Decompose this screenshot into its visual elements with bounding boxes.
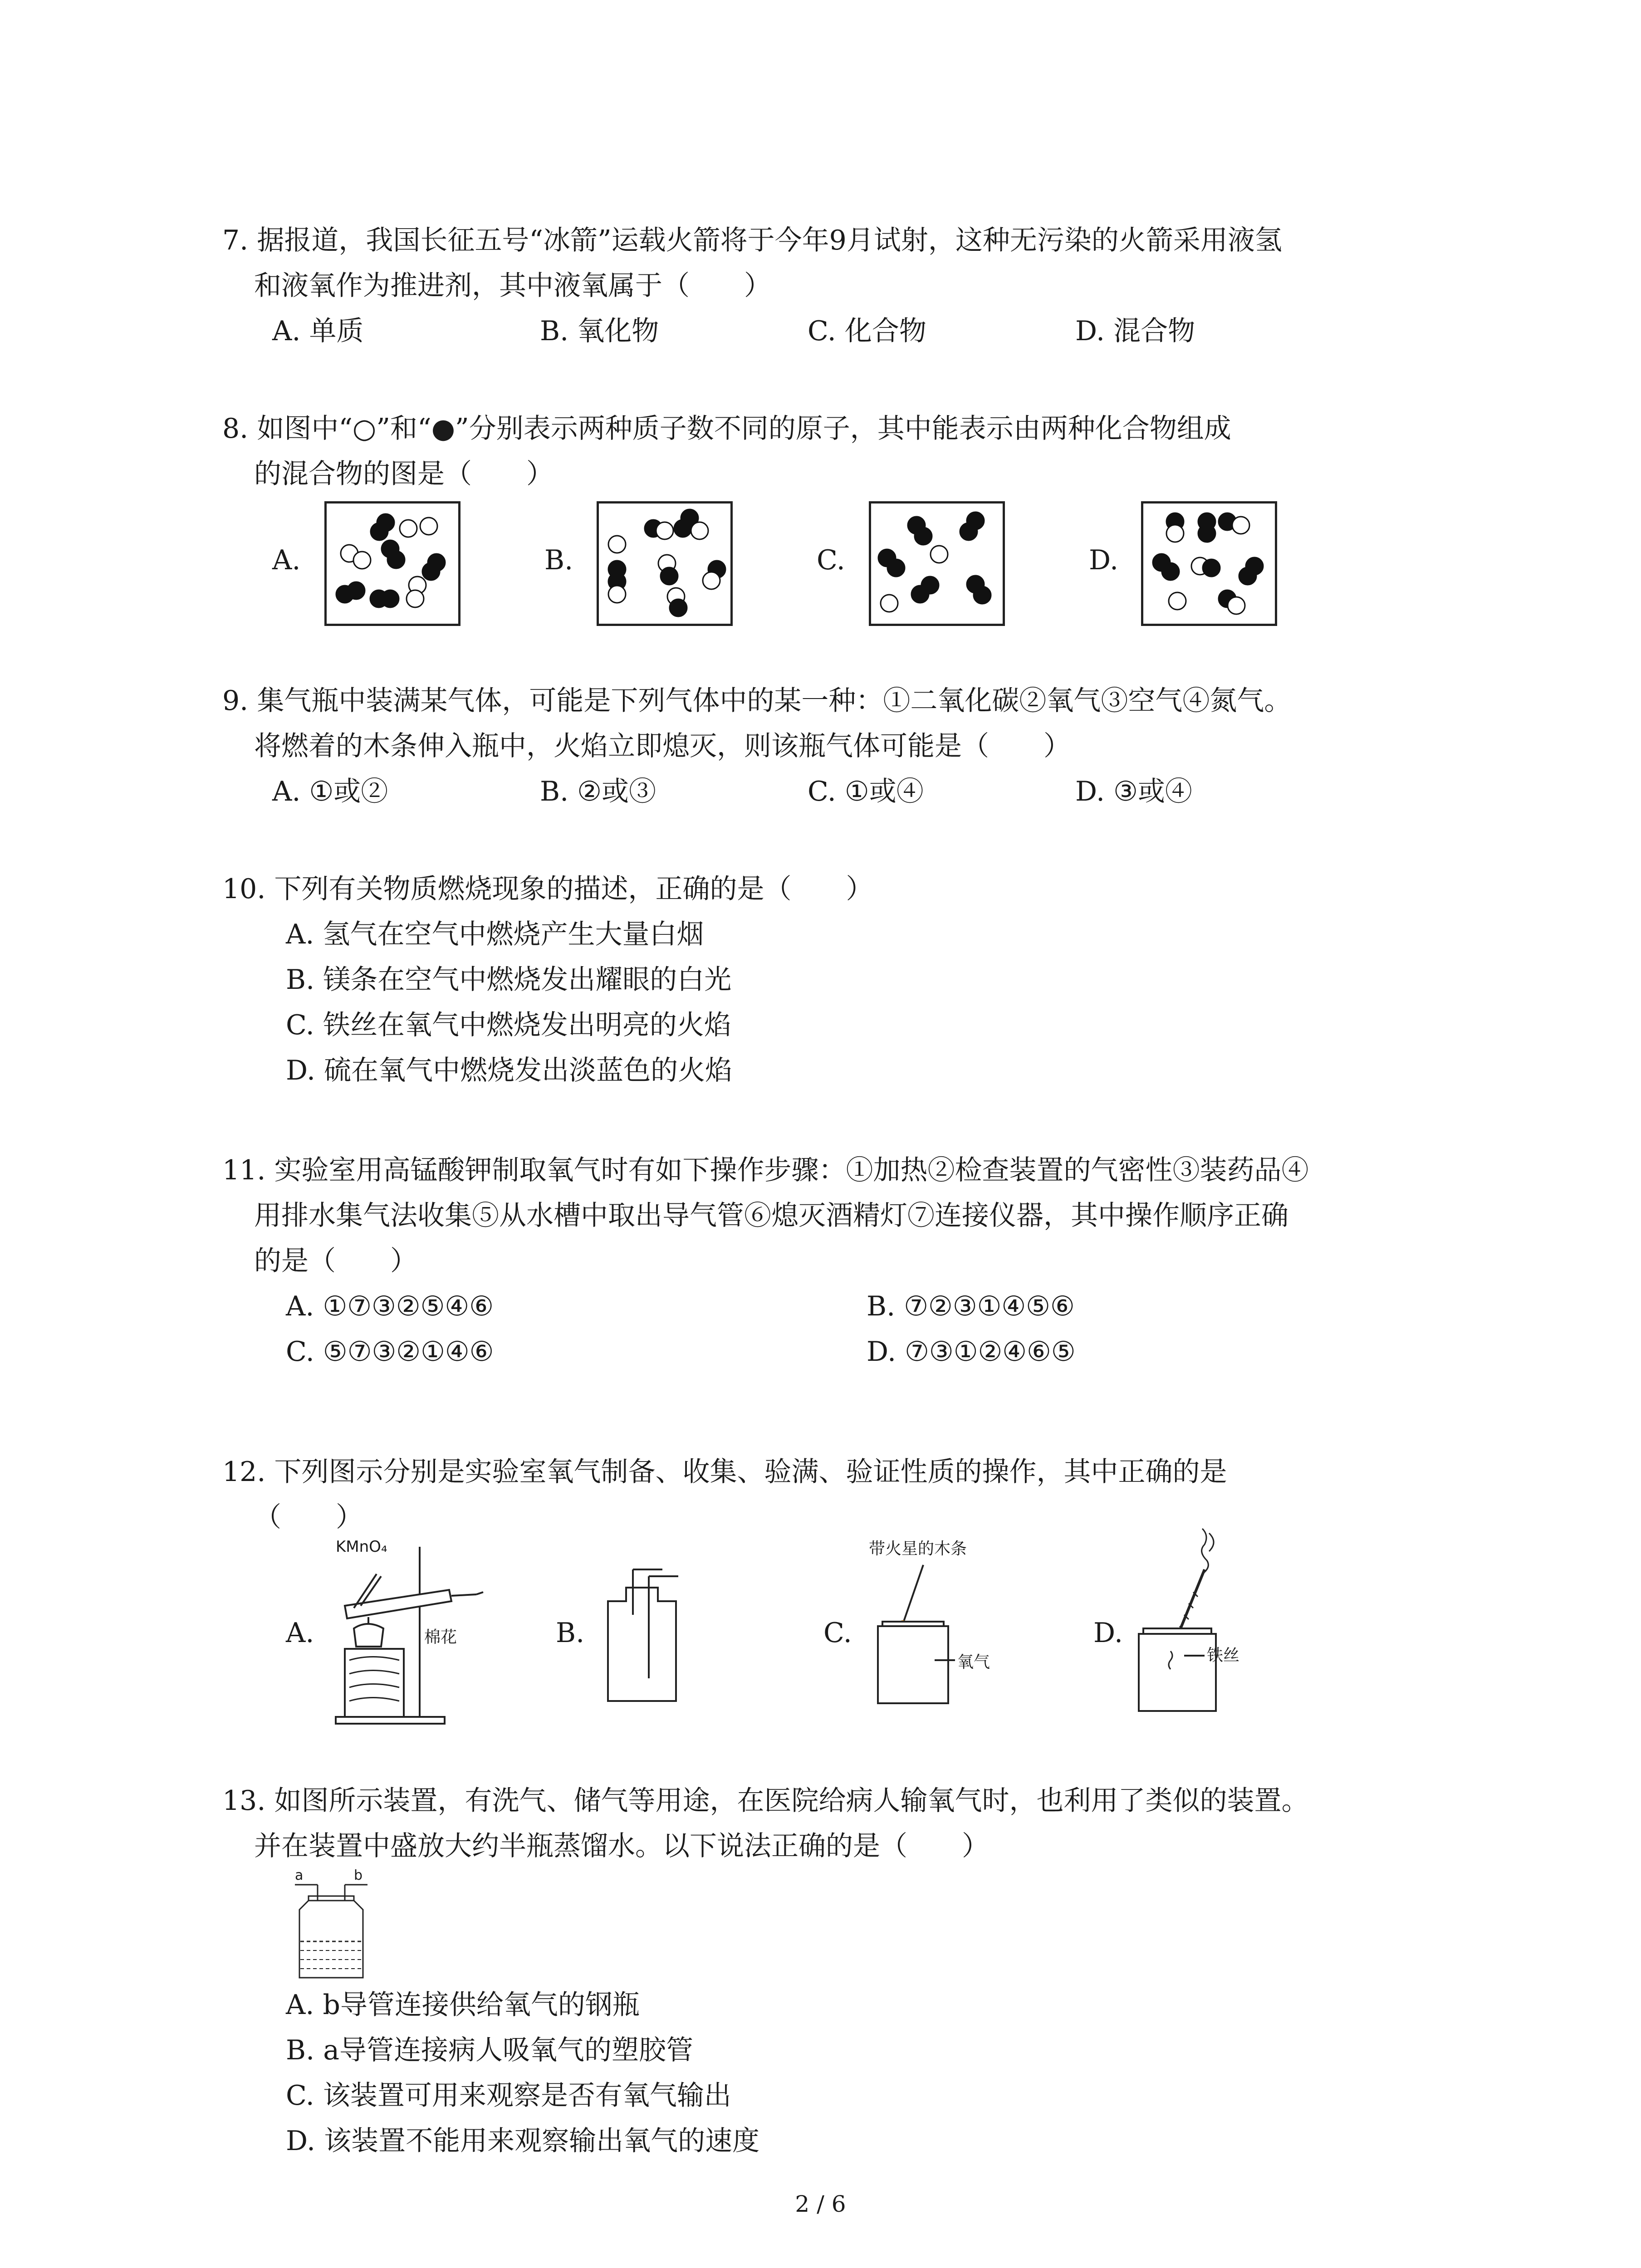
q12-label-b[interactable]: B. <box>556 1617 585 1649</box>
molecule-diagram-d <box>1143 503 1275 624</box>
question-8 <box>222 406 1470 497</box>
question-9 <box>222 678 1470 814</box>
q12-label-d[interactable]: D. <box>1093 1617 1123 1649</box>
question-11-options <box>222 1284 1470 1374</box>
q12-figure-d[interactable] <box>1130 1524 1275 1715</box>
option-d[interactable]: D. ⑦③①②④⑥⑤ <box>867 1336 1076 1368</box>
q8-diagram-c[interactable] <box>869 501 1005 626</box>
q8-diagram-b[interactable] <box>597 501 733 626</box>
q8-label-a[interactable]: A. <box>272 544 301 576</box>
q12-figure-b[interactable] <box>599 1560 690 1710</box>
oxygen-test-icon <box>862 1538 1025 1710</box>
q8-diagram-d[interactable] <box>1141 501 1277 626</box>
question-13 <box>222 1778 1470 1869</box>
q12-label-a[interactable]: A. <box>286 1617 314 1649</box>
option-c[interactable]: C. ①或④ <box>808 776 924 807</box>
question-7-stem-line2: 和液氧作为推进剂，其中液氧属于（ ） <box>254 270 771 302</box>
q12-figure-a[interactable] <box>327 1538 499 1728</box>
option-d[interactable]: D. 硫在氧气中燃烧发出淡蓝色的火焰 <box>286 1055 733 1086</box>
option-a[interactable]: A. ①⑦③②⑤④⑥ <box>286 1290 494 1322</box>
question-11-stem-line3: 的是（ ） <box>254 1245 417 1277</box>
iron-wire-burning-icon <box>1130 1524 1275 1715</box>
q8-diagram-a[interactable] <box>324 501 460 626</box>
question-13-stem-line2: 并在装置中盛放大约半瓶蒸馏水。以下说法正确的是（ ） <box>254 1830 989 1862</box>
page-number: 2 / 6 <box>795 2191 846 2217</box>
q8-label-b[interactable]: B. <box>544 544 573 576</box>
option-b[interactable]: B. ②或③ <box>540 776 656 807</box>
port-a-label: a <box>295 1867 304 1883</box>
option-d[interactable]: D. 该装置不能用来观察输出氧气的速度 <box>286 2125 760 2157</box>
option-b[interactable]: B. 氧化物 <box>540 315 659 347</box>
question-11 <box>222 1148 1470 1374</box>
question-10 <box>222 866 1470 1093</box>
question-11-stem-line1: 11. 实验室用高锰酸钾制取氧气时有如下操作步骤：①加热②检查装置的气密性③装药品④ <box>222 1154 1309 1186</box>
kmno4-label: KMnO₄ <box>336 1538 387 1556</box>
molecule-diagram-c <box>871 503 1003 624</box>
question-8-stem-line2: 的混合物的图是（ ） <box>254 458 554 490</box>
option-a[interactable]: A. 氢气在空气中燃烧产生大量白烟 <box>286 919 704 950</box>
q13-wash-bottle-figure[interactable] <box>290 1869 381 1982</box>
port-b-label: b <box>354 1867 363 1883</box>
option-a[interactable]: A. 单质 <box>272 315 364 347</box>
option-b[interactable]: B. a导管连接病人吸氧气的塑胶管 <box>286 2034 694 2066</box>
question-12 <box>222 1449 1470 1540</box>
q8-label-c[interactable]: C. <box>817 544 845 576</box>
option-c[interactable]: C. 铁丝在氧气中燃烧发出明亮的火焰 <box>286 1009 731 1041</box>
question-13-options <box>222 1982 1470 2164</box>
question-7-options <box>222 308 1470 354</box>
glowing-stick-label: 带火星的木条 <box>869 1540 967 1558</box>
question-8-stem-line1: 8. 如图中“○”和“●”分别表示两种质子数不同的原子，其中能表示由两种化合物组成 <box>222 413 1231 445</box>
option-b[interactable]: B. 镁条在空气中燃烧发出耀眼的白光 <box>286 964 732 996</box>
q12-figure-c[interactable] <box>862 1538 1025 1710</box>
heating-apparatus-icon <box>327 1538 499 1728</box>
question-10-stem: 10. 下列有关物质燃烧现象的描述，正确的是（ ） <box>222 873 873 905</box>
question-13-stem-line1: 13. 如图所示装置，有洗气、储气等用途，在医院给病人输氧气时，也利用了类似的装置。 <box>222 1785 1309 1817</box>
question-9-options <box>222 769 1470 814</box>
wash-bottle-icon <box>290 1869 381 1982</box>
q8-label-d[interactable]: D. <box>1089 544 1119 576</box>
oxygen-label: 氧气 <box>957 1653 990 1672</box>
molecule-diagram-a <box>327 503 458 624</box>
question-7-stem-line1: 7. 据报道，我国长征五号“冰箭”运载火箭将于今年9月试射，这种无污染的火箭采用液氢 <box>222 225 1282 256</box>
cotton-label: 棉花 <box>424 1628 457 1647</box>
question-7 <box>222 218 1470 354</box>
iron-wire-label: 铁丝 <box>1207 1646 1240 1665</box>
option-c[interactable]: C. 该装置可用来观察是否有氧气输出 <box>286 2080 731 2112</box>
question-9-stem-line2: 将燃着的木条伸入瓶中，火焰立即熄灭，则该瓶气体可能是（ ） <box>254 730 1071 762</box>
gas-bottle-icon <box>599 1560 690 1710</box>
option-a[interactable]: A. b导管连接供给氧气的钢瓶 <box>286 1989 640 2021</box>
question-12-stem-line1: 12. 下列图示分别是实验室氧气制备、收集、验满、验证性质的操作，其中正确的是 <box>222 1456 1227 1488</box>
molecule-diagram-b <box>599 503 730 624</box>
option-c[interactable]: C. 化合物 <box>808 315 926 347</box>
option-d[interactable]: D. ③或④ <box>1075 776 1192 807</box>
option-d[interactable]: D. 混合物 <box>1075 315 1195 347</box>
option-b[interactable]: B. ⑦②③①④⑤⑥ <box>867 1290 1075 1322</box>
q12-label-c[interactable]: C. <box>823 1617 852 1649</box>
question-11-stem-line2: 用排水集气法收集⑤从水槽中取出导气管⑥熄灭酒精灯⑦连接仪器，其中操作顺序正确 <box>254 1200 1288 1232</box>
option-c[interactable]: C. ⑤⑦③②①④⑥ <box>286 1336 494 1368</box>
question-9-stem-line1: 9. 集气瓶中装满某气体，可能是下列气体中的某一种：①二氧化碳②氧气③空气④氮气。 <box>222 685 1292 717</box>
question-12-stem-line2: （ ） <box>254 1501 363 1533</box>
option-a[interactable]: A. ①或② <box>272 776 388 807</box>
